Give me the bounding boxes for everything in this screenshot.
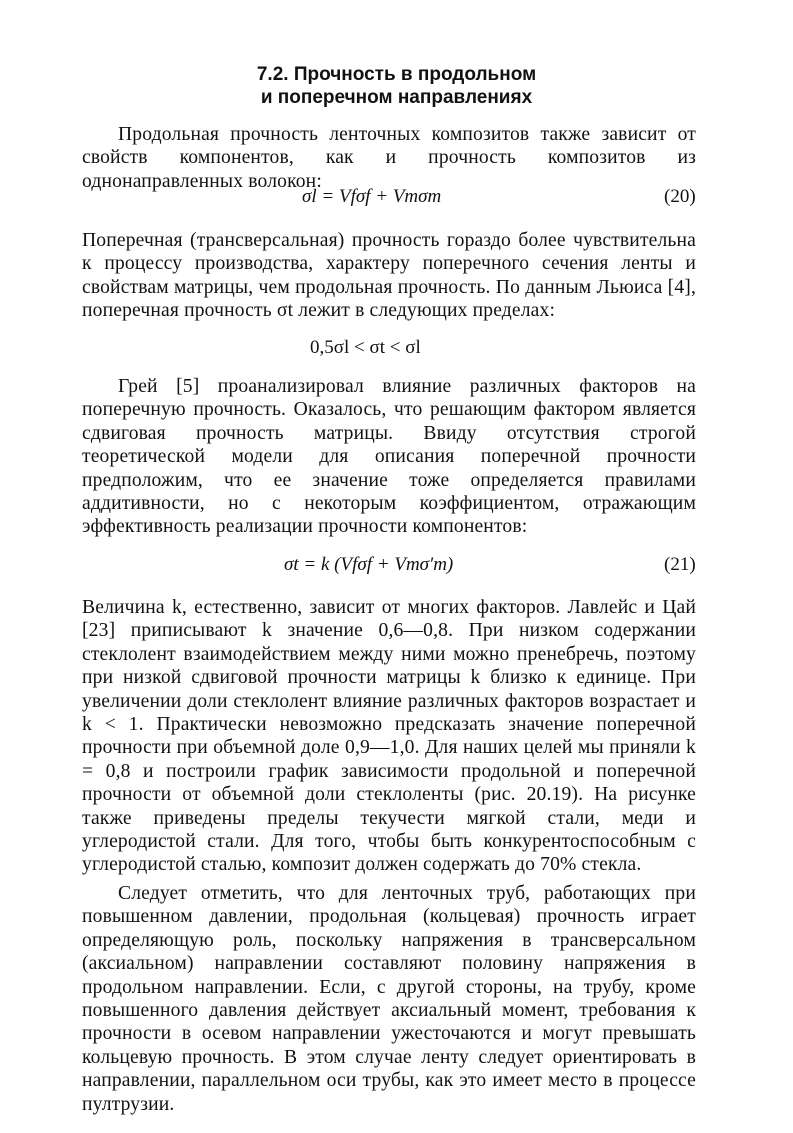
equation-21-number: (21) (664, 554, 696, 575)
paragraph-5: Следует отметить, что для ленточных труб, работающих при повышенном давлении, продольная (кольцевая) прочность играет определяющую роль, поскольку напряжения в трансверсальном (аксиальном) направлении составляют половину напряжения в продольном направлении. Если, с другой стороны, на трубу, кроме повышенного давления действует аксиальный момент, требования к прочности в осевом направлении ужесточаются и могут превышать кольцевую прочность. В этом случае ленту следует ориентировать в направлении, параллельном оси трубы, как это имеет место в процессе пултрузии. (82, 883, 696, 1115)
paragraph-3: Грей [5] проанализировал влияние различных факторов на поперечную прочность. Оказалось, что решающим фактором является сдвиговая прочность матрицы. Ввиду отсутствия строгой теоретической модели для описания поперечной прочности предположим, что ее значение тоже определяется правилами аддитивности, но с некоторым коэффициентом, отражающим эффективность реализации прочности компонентов: (82, 376, 696, 538)
inequality: 0,5σl < σt < σl (310, 337, 421, 358)
equation-20: σl = Vfσf + Vmσm (302, 186, 442, 207)
section-title-line-2: и поперечном направлениях (260, 87, 533, 108)
paragraph-1: Продольная прочность ленточных композитов также зависит от свойств компонентов, как и прочность композитов из однонаправленных волокон: (82, 124, 696, 192)
paragraph-2: Поперечная (трансверсальная) прочность гораздо более чувствительна к процессу производства, характеру поперечного сечения ленты и свойствам матрицы, чем продольная прочность. По данным Льюиса [4], поперечная прочность σt лежит в следующих пределах: (82, 230, 696, 322)
equation-21: σt = k (Vfσf + Vmσ′m) (284, 554, 454, 575)
equation-20-number: (20) (664, 186, 696, 207)
paragraph-4: Величина k, естественно, зависит от многих факторов. Лавлейс и Цай [23] приписывают k значение 0,6—0,8. При низком содержании стеклолент взаимодействием между ними можно пренебречь, поэтому при низкой сдвиговой прочности матрицы k близко к единице. При увеличении доли стеклолент влияние различных факторов возрастает и k < 1. Практически невозможно предсказать значение поперечной прочности при объемной доле 0,9—1,0. Для наших целей мы приняли k = 0,8 и построили график зависимости продольной и поперечной прочности от объемной доли стеклоленты (рис. 20.19). На рисунке также приведены пределы текучести мягкой стали, меди и углеродистой стали. Для того, чтобы быть конкурентоспособным с углеродистой сталью, композит должен содержать до 70% стекла. (82, 597, 696, 876)
section-title-line-1: 7.2. Прочность в продольном (256, 64, 537, 85)
